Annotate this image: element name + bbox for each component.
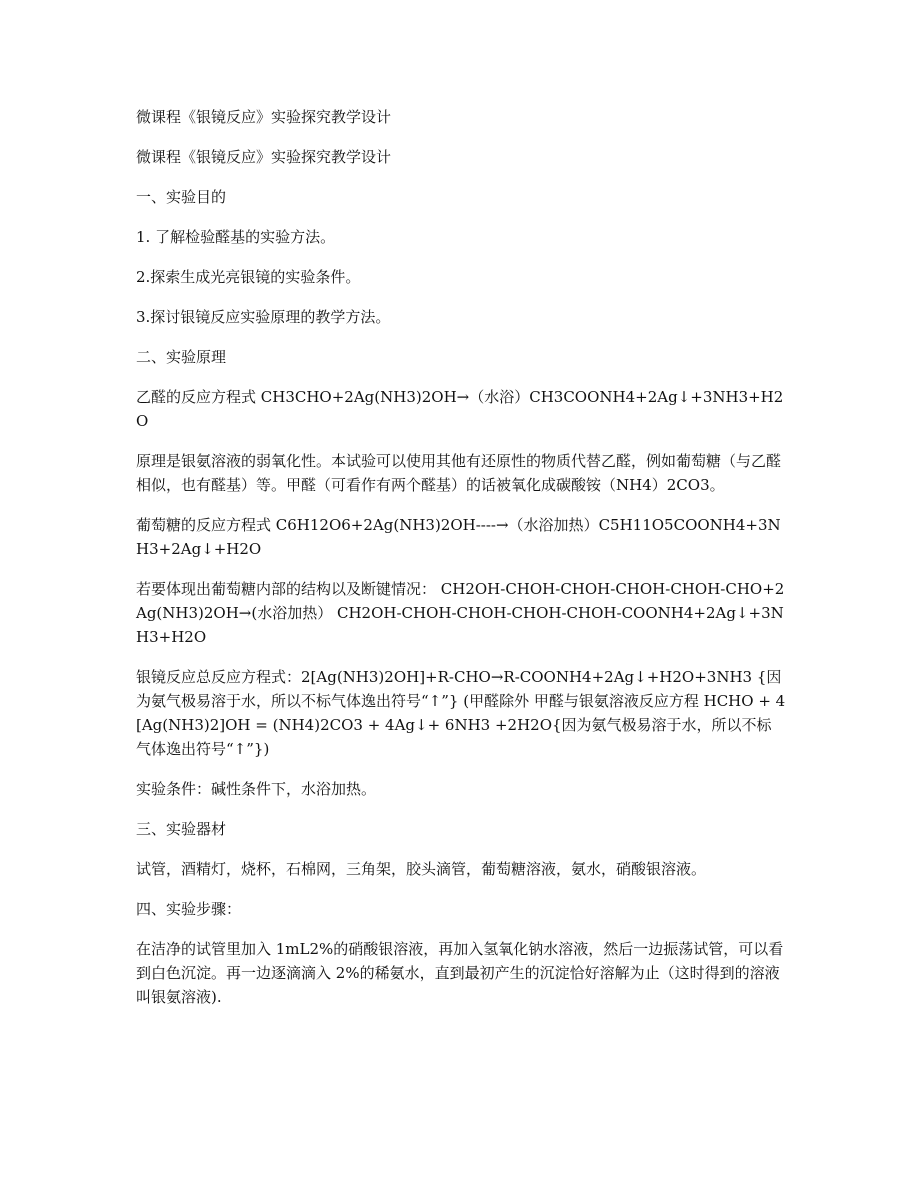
section-heading-objectives: 一、实验目的 bbox=[136, 188, 227, 206]
document-title: 微课程《银镜反应》实验探究教学设计 bbox=[136, 108, 392, 126]
objective-item: 3.探讨银镜反应实验原理的教学方法。 bbox=[136, 308, 391, 326]
principle-paragraph: 若要体现出葡萄糖内部的结构以及断键情况： CH2OH-CHOH-CHOH-CHOH-CHOH-CHO+2Ag(NH3)2OH→(水浴加热） CH2OH-CHOH-CHOH-CHOH-CHOH-COONH4+2Ag↓+3NH3+H2O bbox=[136, 580, 785, 646]
equipment-list: 试管，酒精灯，烧杯，石棉网，三角架，胶头滴管，葡萄糖溶液，氨水，硝酸银溶液。 bbox=[136, 860, 707, 878]
objective-item: 1. 了解检验醛基的实验方法。 bbox=[136, 228, 336, 246]
document-subtitle: 微课程《银镜反应》实验探究教学设计 bbox=[136, 148, 392, 166]
principle-paragraph: 葡萄糖的反应方程式 C6H12O6+2Ag(NH3)2OH----→（水浴加热）C5H11O5COONH4+3NH3+2Ag↓+H2O bbox=[136, 516, 781, 558]
principle-paragraph: 实验条件：碱性条件下，水浴加热。 bbox=[136, 780, 377, 798]
document-page bbox=[136, 105, 786, 1025]
principle-paragraph: 原理是银氨溶液的弱氧化性。本试验可以使用其他有还原性的物质代替乙醛，例如葡萄糖（与乙醛相似，也有醛基）等。甲醛（可看作有两个醛基）的话被氧化成碳酸铵（NH4）2CO3。 bbox=[136, 452, 782, 494]
steps-paragraph: 在洁净的试管里加入 1mL2%的硝酸银溶液，再加入氢氧化钠水溶液，然后一边振荡试管，可以看到白色沉淀。再一边逐滴滴入 2%的稀氨水，直到最初产生的沉淀恰好溶解为止（这时得到的溶液叫银氨溶液). bbox=[136, 940, 784, 1006]
section-heading-principle: 二、实验原理 bbox=[136, 348, 227, 366]
principle-paragraph: 银镜反应总反应方程式：2[Ag(NH3)2OH]+R-CHO→R-COONH4+2Ag↓+H2O+3NH3 {因为氨气极易溶于水，所以不标气体逸出符号“↑”} (甲醛除外 甲醛与银氨溶液反应方程 HCHO + 4[Ag(NH3)2]OH = (NH4)2CO3 + 4Ag↓+ 6NH3 +2H2O{因为氨气极易溶于水，所以不标气体逸出符号“↑”}) bbox=[136, 668, 786, 758]
objective-item: 2.探索生成光亮银镜的实验条件。 bbox=[136, 268, 361, 286]
principle-paragraph: 乙醛的反应方程式 CH3CHO+2Ag(NH3)2OH→（水浴）CH3COONH4+2Ag↓+3NH3+H2O bbox=[136, 388, 784, 430]
section-heading-equipment: 三、实验器材 bbox=[136, 820, 227, 838]
section-heading-steps: 四、实验步骤： bbox=[136, 900, 242, 918]
